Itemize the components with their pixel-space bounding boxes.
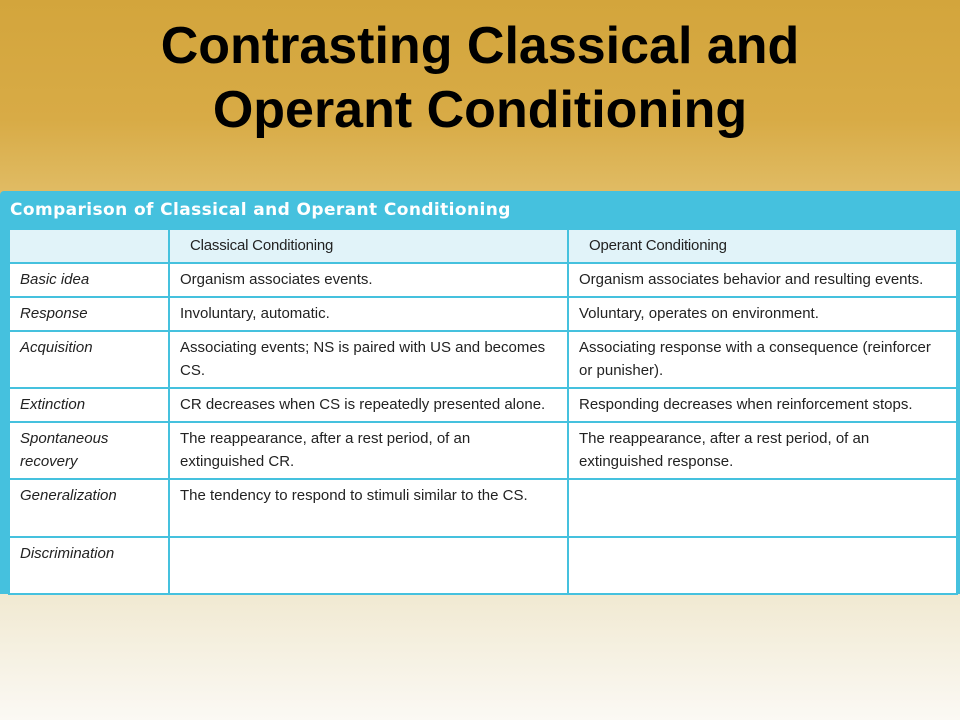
slide-title-line-2: Operant Conditioning (212, 81, 748, 139)
slide-title (0, 14, 960, 142)
row-label-basic-idea: Basic idea (9, 263, 169, 297)
header-cell-empty (9, 229, 169, 263)
cell-operant (568, 479, 957, 537)
table-row (9, 331, 957, 388)
row-label-response: Response (9, 297, 169, 331)
row-label-spontaneous-recovery: Spontaneous recovery (9, 422, 169, 479)
cell-classical: CR decreases when CS is repeatedly presented alone. (169, 388, 568, 422)
cell-operant: Associating response with a consequence (reinforcer or punisher). (568, 331, 957, 388)
table-row (9, 388, 957, 422)
cell-operant: Organism associates behavior and resulting events. (568, 263, 957, 297)
cell-operant: Voluntary, operates on environment. (568, 297, 957, 331)
table-caption: Comparison of Classical and Operant Conditioning (10, 200, 511, 220)
cell-classical: The reappearance, after a rest period, of an extinguished CR. (169, 422, 568, 479)
table-row (9, 422, 957, 479)
header-cell-operant: Operant Conditioning (568, 229, 957, 263)
cell-classical: The tendency to respond to stimuli similar to the CS. (169, 479, 568, 537)
cell-classical: Organism associates events. (169, 263, 568, 297)
row-label-discrimination: Discrimination (9, 537, 169, 594)
table-row (9, 297, 957, 331)
comparison-table (8, 228, 958, 595)
table-row (9, 263, 957, 297)
cell-classical: Involuntary, automatic. (169, 297, 568, 331)
row-label-acquisition: Acquisition (9, 331, 169, 388)
comparison-table-panel (0, 191, 960, 594)
slide-title-line-1: Contrasting Classical and (160, 17, 800, 75)
cell-operant: The reappearance, after a rest period, of an extinguished response. (568, 422, 957, 479)
cell-operant (568, 537, 957, 594)
row-label-extinction: Extinction (9, 388, 169, 422)
row-label-generalization: Generalization (9, 479, 169, 537)
cell-operant: Responding decreases when reinforcement stops. (568, 388, 957, 422)
table-row (9, 537, 957, 594)
cell-classical (169, 537, 568, 594)
table-row (9, 479, 957, 537)
cell-classical: Associating events; NS is paired with US and becomes CS. (169, 331, 568, 388)
header-cell-classical: Classical Conditioning (169, 229, 568, 263)
table-header-row (9, 229, 957, 263)
